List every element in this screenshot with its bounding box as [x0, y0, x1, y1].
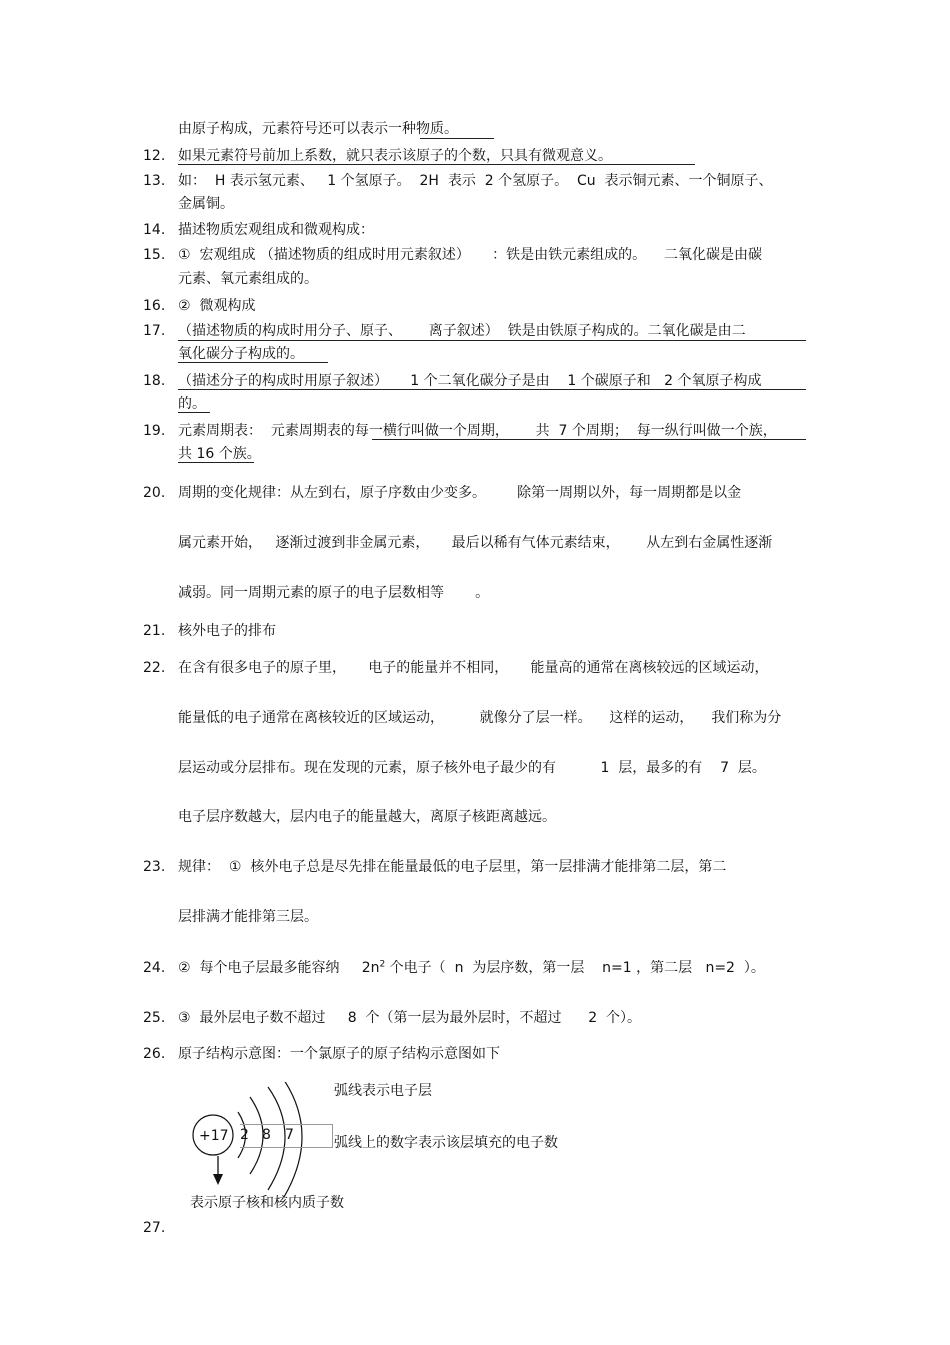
item-18-line-1: （描述分子的构成时用原子叙述） 1 个二氧化碳分子是由 1 个碳原子和 2 个氧原子构成: [178, 373, 762, 389]
item-number: 19.: [143, 423, 166, 439]
item-23-line-2: 层排满才能排第三层。: [178, 909, 318, 925]
item-14-line: 描述物质宏观组成和微观构成：: [178, 222, 374, 238]
underline: [372, 439, 806, 440]
shell-count-2: 8: [262, 1127, 271, 1143]
item-number: 21.: [143, 623, 166, 639]
item-16-line: ② 微观构成: [178, 298, 256, 314]
item-20-line-3: 减弱。同一周期元素的原子的电子层数相等 。: [178, 585, 490, 601]
nucleus-charge: +17: [199, 1128, 229, 1144]
item-number: 26.: [143, 1046, 166, 1062]
item-22-line-1: 在含有很多电子的原子里， 电子的能量并不相同， 能量高的通常在离核较远的区域运动，: [178, 660, 769, 676]
item-24-text-b: 个电子（ n 为层序数，第一层 n=1 ，第二层 n=2 ）。: [385, 960, 765, 976]
item-25-line: ③ 最外层电子数不超过 8 个（第一层为最外层时，不超过 2 个）。: [178, 1010, 642, 1026]
item-number: 17.: [143, 323, 166, 339]
item-15-line-1: ① 宏观组成 （描述物质的组成时用元素叙述） ：铁是由铁元素组成的。 二氧化碳是由碳: [178, 247, 762, 263]
item-19-line-2: 共 16 个族。: [178, 446, 261, 462]
label-nucleus: 表示原子核和核内质子数: [190, 1195, 344, 1211]
item-12-line: [178, 147, 612, 165]
item-22-line-3: 层运动或分层排布。现在发现的元素，原子核外电子最少的有 1 层，最多的有 7 层。: [178, 760, 766, 776]
item-number: 27.: [143, 1220, 166, 1236]
item-number: 12.: [143, 148, 166, 164]
item-13-line-1: 如： H 表示氢元素、 1 个氢原子。 2H 表示 2 个氢原子。 Cu 表示铜元素、一个铜原子、: [178, 173, 773, 189]
item-17-line-1: （描述物质的构成时用分子、原子、 离子叙述） 铁是由铁原子构成的。二氧化碳是由二: [178, 323, 746, 339]
item-number: 25.: [143, 1010, 166, 1026]
underline: [178, 164, 695, 165]
item-19-line-1: 元素周期表： 元素周期表的每一横行叫做一个周期， 共 7 个周期； 每一纵行叫做一个族，: [178, 423, 777, 439]
item-number: 14.: [143, 222, 166, 238]
label-shell-numbers: 弧线上的数字表示该层填充的电子数: [334, 1135, 558, 1151]
item-22-line-2: 能量低的电子通常在离核较近的区域运动， 就像分了层一样。 这样的运动， 我们称为分: [178, 710, 782, 726]
item-23-line-1: 规律： ① 核外电子总是尽先排在能量最低的电子层里，第一层排满才能排第二层，第二: [178, 859, 727, 875]
item-cont-text: 由原子构成，元素符号还可以表示一种物质。: [178, 121, 458, 137]
underline: [178, 340, 806, 341]
item-number: 24.: [143, 960, 166, 976]
item-cont-line: [178, 120, 458, 138]
item-26-line: 原子结构示意图：一个氯原子的原子结构示意图如下: [178, 1046, 500, 1062]
shell-count-1: 2: [240, 1127, 249, 1143]
item-21-line: 核外电子的排布: [178, 623, 276, 639]
label-arcs: 弧线表示电子层: [334, 1083, 432, 1099]
item-number: 20.: [143, 485, 166, 501]
item-number: 13.: [143, 173, 166, 189]
item-20-line-1: 周期的变化规律：从左到右，原子序数由少变多。 除第一周期以外，每一周期都是以金: [178, 485, 742, 501]
item-number: 16.: [143, 298, 166, 314]
item-22-line-4: 电子层序数越大，层内电子的能量越大，离原子核距离越远。: [178, 809, 556, 825]
item-17-line-2: 氧化碳分子构成的。: [178, 346, 304, 362]
item-number: 15.: [143, 247, 166, 263]
item-13-line-2: 金属铜。: [178, 196, 234, 212]
item-number: 18.: [143, 373, 166, 389]
item-18-line-2: 的。: [178, 396, 206, 412]
underline: [178, 362, 328, 363]
nucleus-arrow-head: [213, 1174, 223, 1185]
item-24-line: [178, 959, 765, 977]
item-15-line-2: 元素、氧元素组成的。: [178, 271, 318, 287]
underline: [178, 389, 806, 390]
underline: [178, 462, 254, 463]
item-12-text: 如果元素符号前加上系数，就只表示该原子的个数，只具有微观意义。: [178, 148, 612, 164]
shell-count-3: 7: [285, 1127, 294, 1143]
item-24-text-a: ② 每个电子层最多能容纳 2n: [178, 960, 380, 976]
item-number: 23.: [143, 859, 166, 875]
underline: [420, 138, 494, 139]
superscript-2: 2: [379, 959, 386, 970]
item-number: 22.: [143, 660, 166, 676]
underline: [178, 412, 210, 413]
item-20-line-2: 属元素开始， 逐渐过渡到非金属元素， 最后以稀有气体元素结束， 从左到右金属性逐渐: [178, 535, 773, 551]
